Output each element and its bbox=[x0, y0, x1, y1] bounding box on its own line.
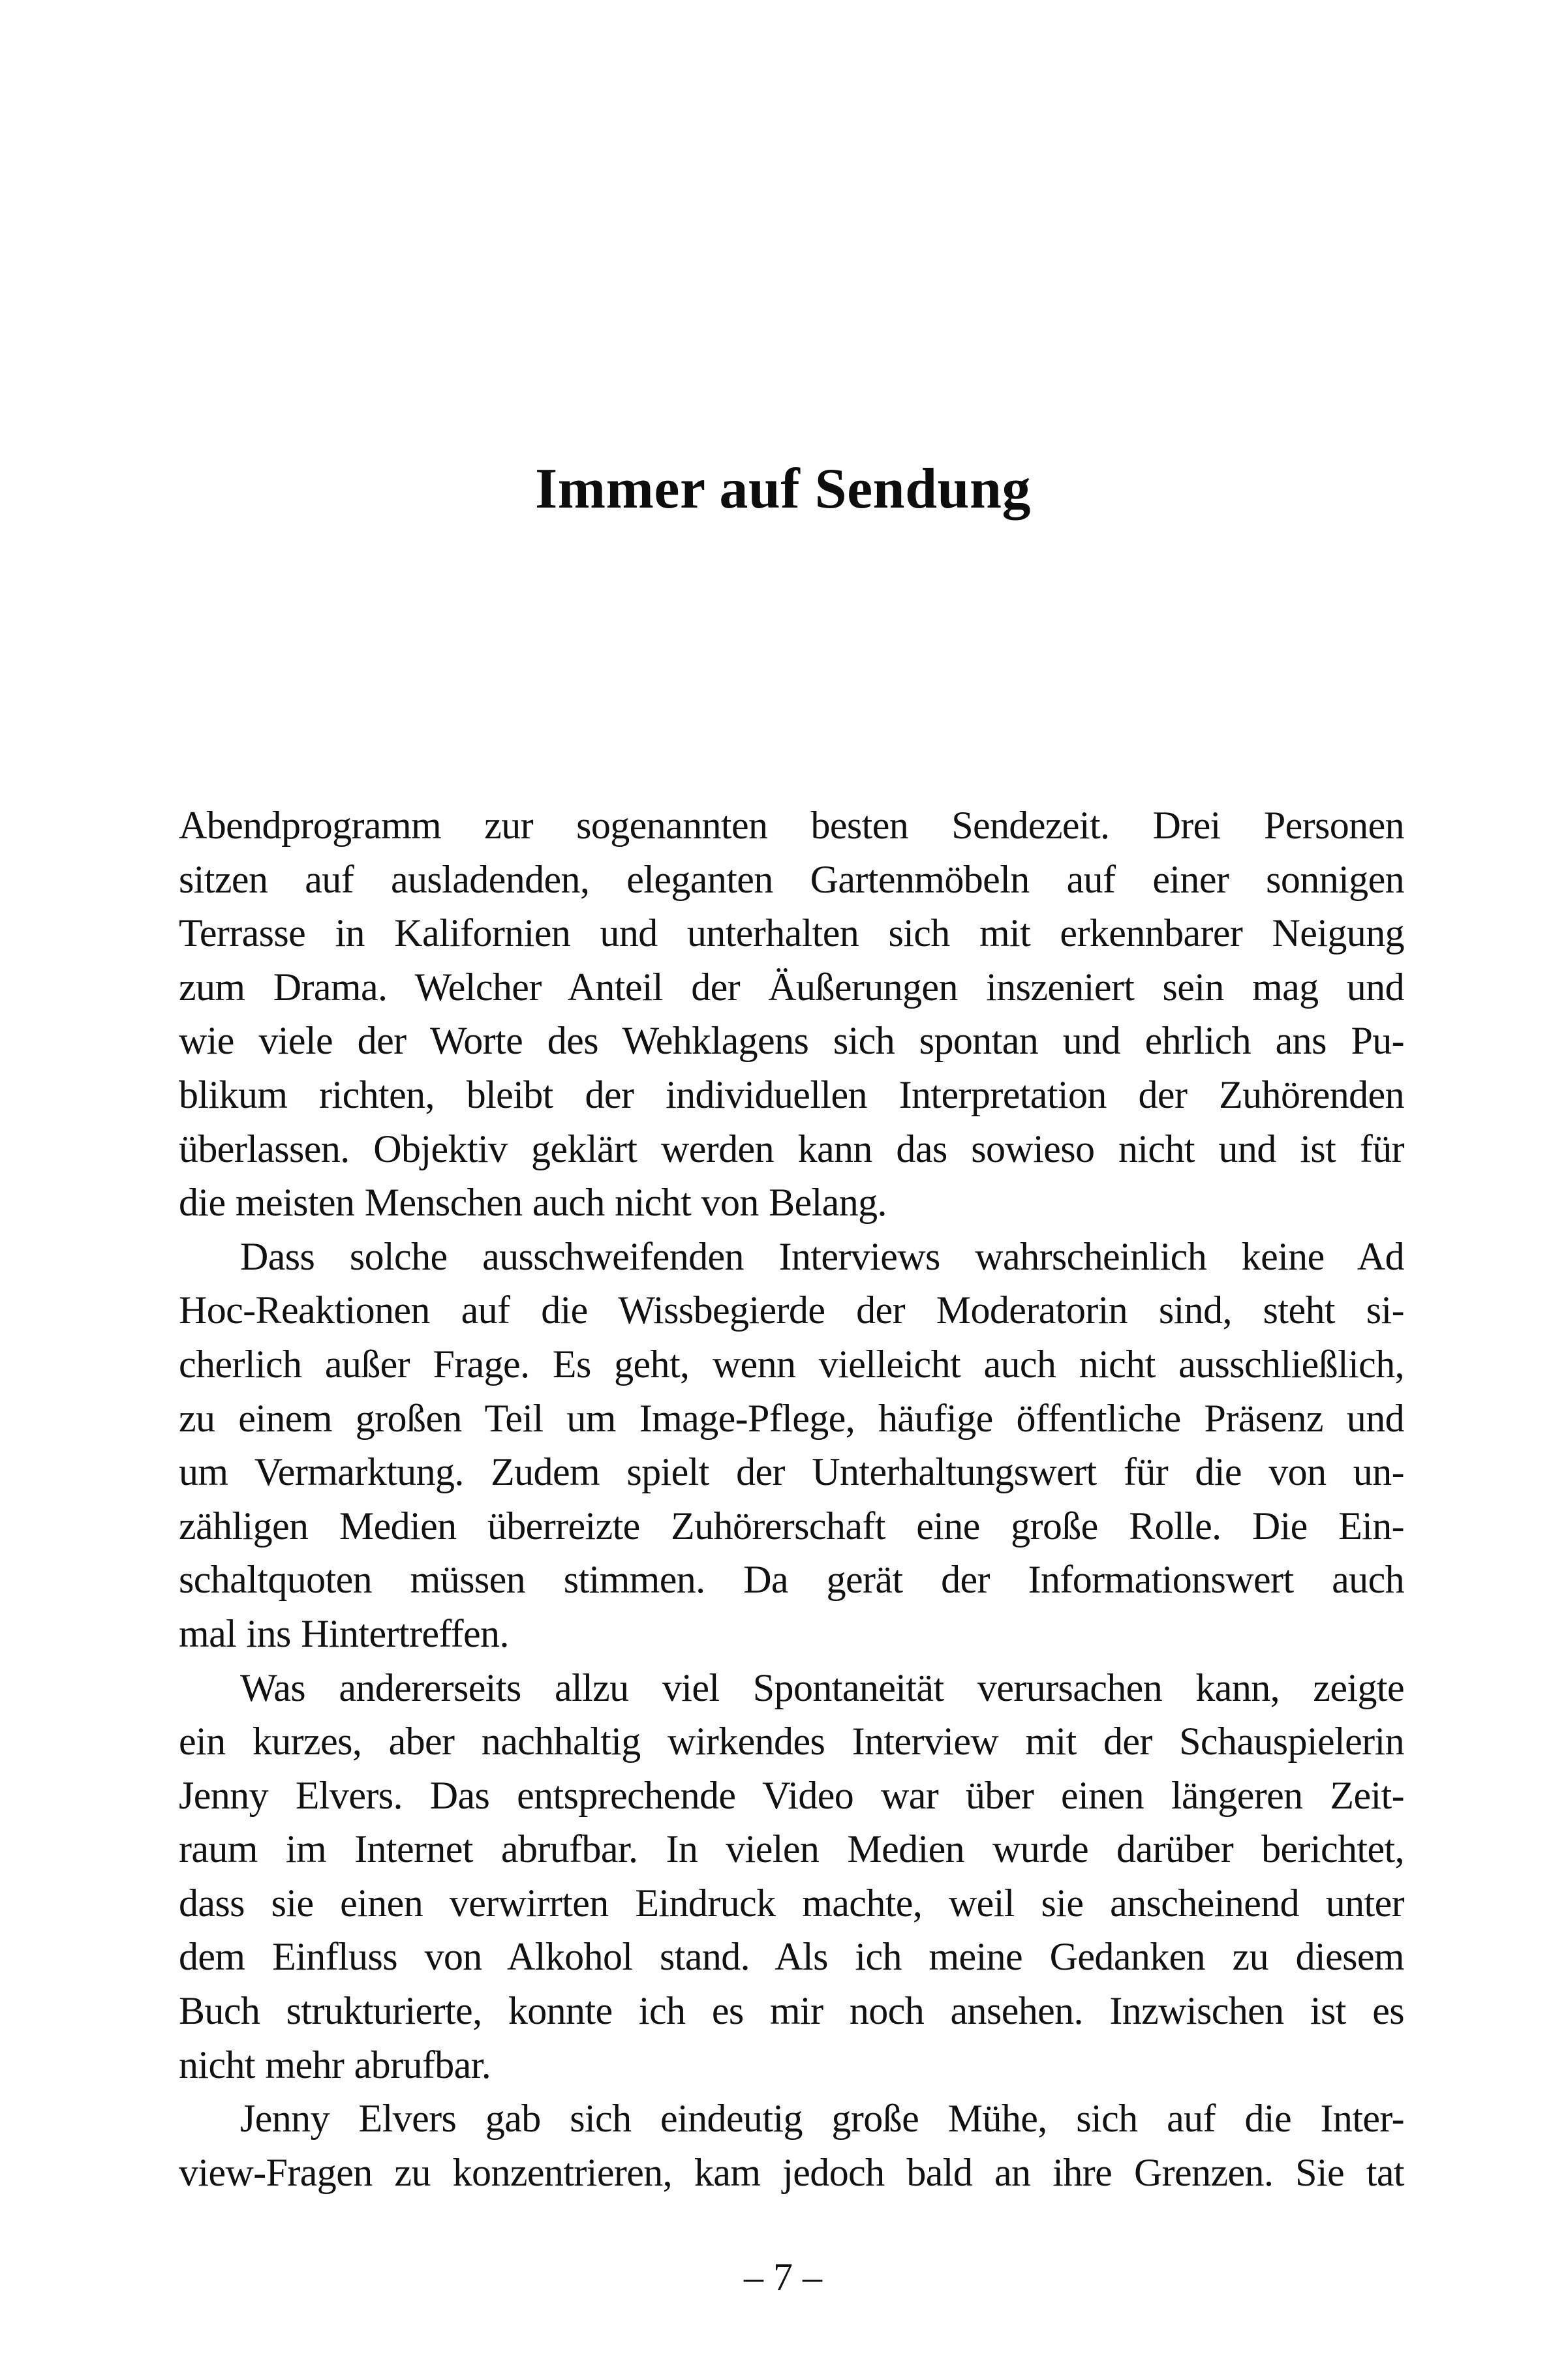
text-line: Jenny Elvers. Das entsprechende Video war über einen längeren Zeit- bbox=[179, 1773, 1404, 1817]
text-line: schaltquoten müssen stimmen. Da gerät der Informationswert auch bbox=[179, 1558, 1404, 1602]
paragraph-2 bbox=[179, 1230, 1404, 1661]
page-number: – 7 – bbox=[744, 2255, 822, 2298]
text-line: Terrasse in Kalifornien und unterhalten sich mit erkennbarer Neigung bbox=[179, 911, 1404, 955]
text-line: zum Drama. Welcher Anteil der Äußerungen inszeniert sein mag und bbox=[179, 965, 1404, 1009]
text-line: mal ins Hintertreffen. bbox=[179, 1611, 509, 1655]
text-line: Hoc-Reaktionen auf die Wissbegierde der Moderatorin sind, steht si- bbox=[179, 1289, 1404, 1332]
text-line: zu einem großen Teil um Image-Pflege, häufige öffentliche Präsenz und bbox=[179, 1396, 1404, 1440]
text-line: dass sie einen verwirrten Eindruck machte, weil sie anscheinend unter bbox=[179, 1881, 1404, 1925]
text-line: Jenny Elvers gab sich eindeutig große Mühe, sich auf die Inter- bbox=[240, 2097, 1404, 2141]
text-line: Buch strukturierte, konnte ich es mir noch ansehen. Inzwischen ist es bbox=[179, 1989, 1404, 2033]
paragraph-1 bbox=[179, 799, 1404, 1230]
text-line: Was andererseits allzu viel Spontaneität verursachen kann, zeigte bbox=[240, 1666, 1404, 1709]
paragraph-3 bbox=[179, 1661, 1404, 2092]
text-line: Abendprogramm zur sogenannten besten Sendezeit. Drei Personen bbox=[179, 804, 1404, 847]
text-line: Dass solche ausschweifenden Interviews wahrscheinlich keine Ad bbox=[240, 1234, 1404, 1278]
text-line: view-Fragen zu konzentrieren, kam jedoch bald an ihre Grenzen. Sie tat bbox=[179, 2150, 1404, 2194]
body-text bbox=[179, 799, 1404, 2199]
text-line: sitzen auf ausladenden, eleganten Gartenmöbeln auf einer sonnigen bbox=[179, 857, 1404, 901]
text-line: um Vermarktung. Zudem spielt der Unterhaltungswert für die von un- bbox=[179, 1450, 1404, 1494]
text-line: blikum richten, bleibt der individuellen Interpretation der Zuhörenden bbox=[179, 1073, 1404, 1116]
text-line: dem Einfluss von Alkohol stand. Als ich meine Gedanken zu diesem bbox=[179, 1935, 1404, 1979]
chapter-title: Immer auf Sendung bbox=[535, 457, 1031, 521]
text-line: cherlich außer Frage. Es geht, wenn vielleicht auch nicht ausschließlich, bbox=[179, 1342, 1404, 1386]
text-line: raum im Internet abrufbar. In vielen Medien wurde darüber berichtet, bbox=[179, 1827, 1404, 1871]
text-line: wie viele der Worte des Wehklagens sich spontan und ehrlich ans Pu- bbox=[179, 1019, 1404, 1063]
text-line: die meisten Menschen auch nicht von Belang. bbox=[179, 1181, 887, 1225]
text-line: überlassen. Objektiv geklärt werden kann das sowieso nicht und ist für bbox=[179, 1127, 1404, 1170]
text-line: zähligen Medien überreizte Zuhörerschaft eine große Rolle. Die Ein- bbox=[179, 1504, 1404, 1548]
text-line: ein kurzes, aber nachhaltig wirkendes Interview mit der Schauspielerin bbox=[179, 1720, 1404, 1763]
paragraph-4 bbox=[179, 2092, 1404, 2199]
text-line: nicht mehr abrufbar. bbox=[179, 2043, 491, 2086]
